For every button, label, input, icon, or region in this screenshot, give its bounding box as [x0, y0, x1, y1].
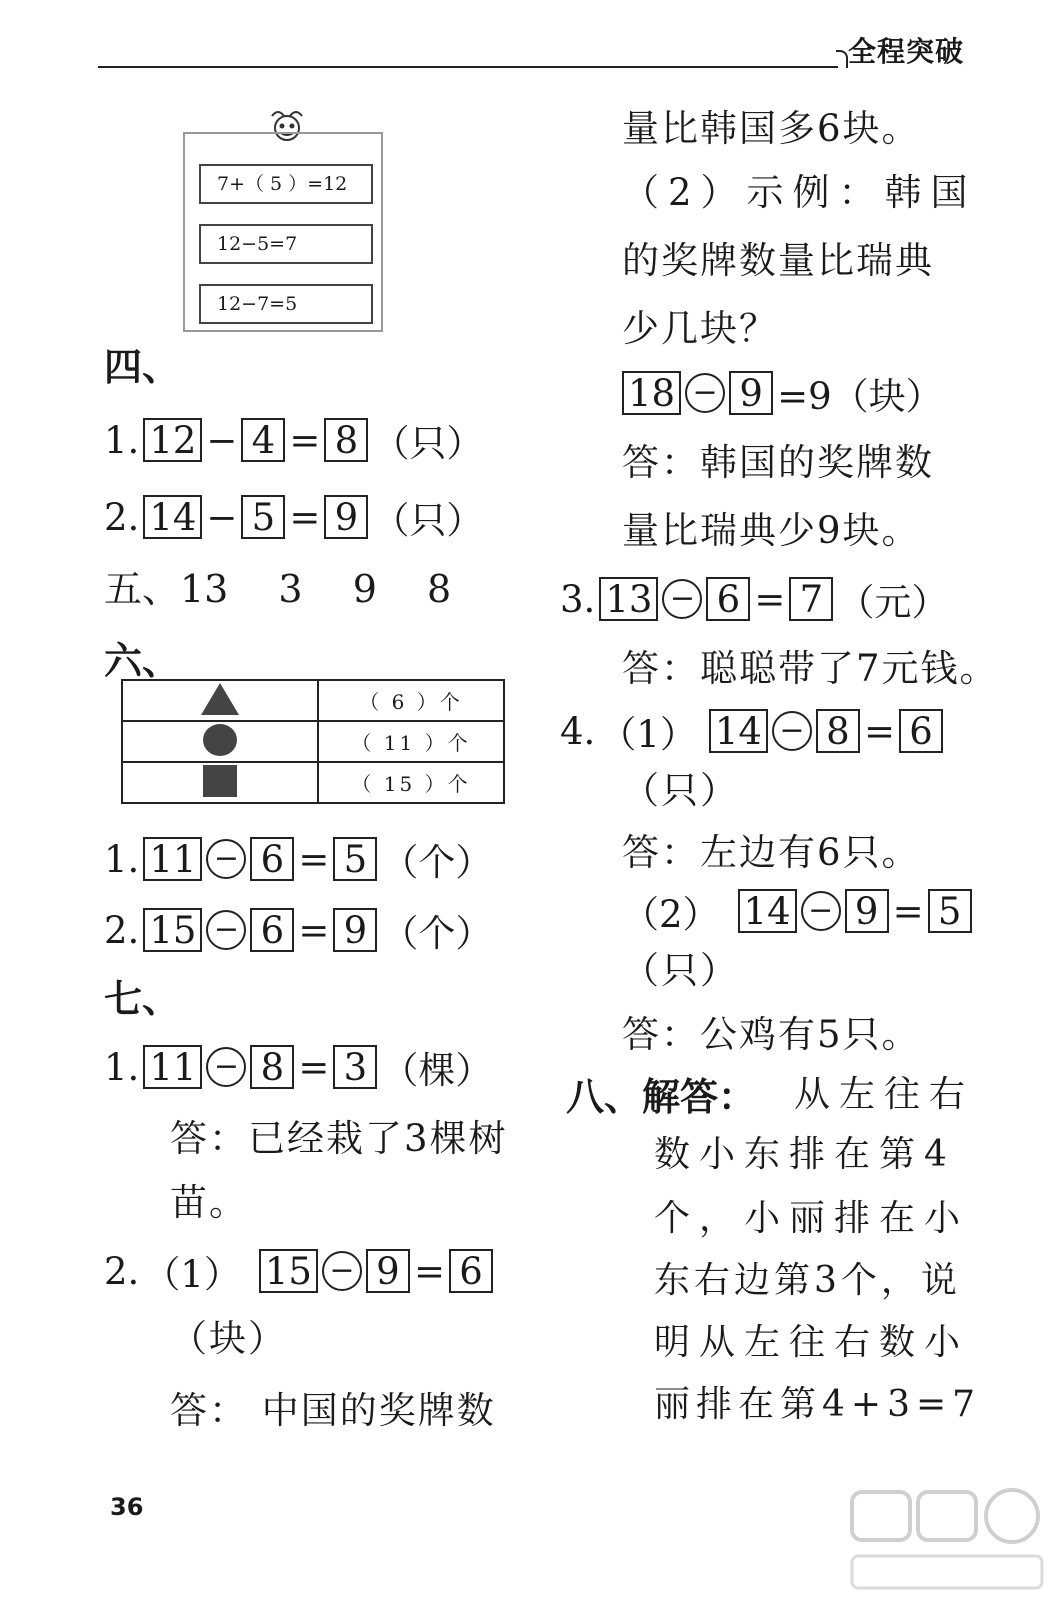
- sec6-q2-equation: [104, 903, 492, 957]
- question-number: 2.: [104, 1249, 140, 1293]
- header-title: 全程突破: [848, 35, 965, 68]
- text-line: 量比韩国多6块。: [622, 107, 921, 150]
- question-number: 3.: [560, 577, 596, 621]
- answer-box: 6: [449, 1249, 493, 1293]
- answer-text: 答：已经栽了3棵树: [170, 1117, 508, 1160]
- sub-part: （2）: [622, 893, 720, 936]
- answer-box: 11: [143, 1045, 202, 1089]
- operator-circle: −: [206, 910, 246, 950]
- equals-sign: =: [863, 709, 895, 753]
- answer-text: 答：韩国的奖牌数: [622, 441, 934, 484]
- equals-sign: =: [892, 889, 924, 933]
- text-line: 明从左往右数小: [654, 1322, 970, 1363]
- right-q4b-equation: [622, 884, 972, 938]
- question-number: 1.: [104, 1045, 140, 1089]
- equals-sign: =: [298, 908, 330, 952]
- answer-box: 14: [143, 495, 202, 539]
- right-eq1: [622, 366, 943, 420]
- section-7-label: 七、: [104, 977, 181, 1021]
- unit: （只）: [372, 422, 484, 465]
- section-5-answers: 五、13 3 9 8: [104, 567, 452, 611]
- answer-text: 苗。: [170, 1181, 248, 1224]
- equals-sign: =: [289, 495, 321, 539]
- table-row: [122, 721, 504, 762]
- square-icon: [203, 765, 237, 797]
- text-line: 东右边第3个，说: [654, 1260, 961, 1301]
- operator-circle: −: [685, 373, 725, 413]
- header-rule: [98, 66, 838, 68]
- answer-box: 12: [143, 418, 202, 462]
- unit: （只）: [622, 769, 739, 812]
- header-rule-hook: [836, 50, 848, 68]
- answer-box: 9: [366, 1249, 410, 1293]
- operator: −: [206, 418, 238, 462]
- equals-sign: =: [298, 837, 330, 881]
- tile-row: 12−5=7: [199, 224, 373, 264]
- operator-circle: −: [206, 1047, 246, 1087]
- answer-box: 8: [250, 1045, 294, 1089]
- right-q4a-equation: [560, 704, 943, 758]
- sec7-q1-equation: [104, 1040, 492, 1094]
- question-number: 2.: [104, 908, 140, 952]
- question-number: 2.: [104, 495, 140, 539]
- sec7-q2-equation: [104, 1244, 493, 1298]
- answer-box: 9: [333, 908, 377, 952]
- unit: （只）: [622, 949, 739, 992]
- operator-circle: −: [662, 579, 702, 619]
- equation-result: =9（块）: [777, 375, 943, 418]
- text-line: 的奖牌数量比瑞典: [622, 239, 934, 282]
- page-number: 36: [110, 1493, 144, 1521]
- operator-circle: −: [322, 1251, 362, 1291]
- unit: （块）: [170, 1317, 287, 1360]
- question-number: 1.: [104, 418, 140, 462]
- answer-box: 5: [333, 837, 377, 881]
- equals-sign: =: [413, 1249, 445, 1293]
- answer-box: 5: [928, 889, 972, 933]
- tile-row: 12−7=5: [199, 284, 373, 324]
- question-number: 1.: [104, 837, 140, 881]
- answer-box: 15: [259, 1249, 318, 1293]
- sub-part: （1）: [599, 713, 697, 756]
- unit: （个）: [381, 841, 493, 884]
- table-row: [122, 762, 504, 803]
- answer-box: 9: [845, 889, 889, 933]
- operator: −: [206, 495, 238, 539]
- answer-box: 18: [622, 371, 681, 415]
- answer-box: 6: [250, 908, 294, 952]
- answer-box: 14: [738, 889, 797, 933]
- answer-box: 11: [143, 837, 202, 881]
- operator-circle: −: [206, 839, 246, 879]
- answer-box: 5: [241, 495, 285, 539]
- answer-text: 答： 中国的奖牌数: [170, 1389, 496, 1432]
- sub-part: （1）: [143, 1253, 241, 1296]
- answer-box: 13: [599, 577, 658, 621]
- text-line: 个，小丽排在小: [654, 1198, 970, 1239]
- question-number: 4.: [560, 709, 596, 753]
- text-line: 数小东排在第4: [654, 1134, 956, 1175]
- answer-text: 答：公鸡有5只。: [622, 1013, 921, 1056]
- answer-box: 9: [324, 495, 368, 539]
- answer-box: 6: [706, 577, 750, 621]
- answer-box: 14: [709, 709, 768, 753]
- triangle-icon: [201, 683, 239, 715]
- text-line: （2）示例：韩国: [622, 171, 977, 214]
- count-cell: （ 6 ）个: [318, 680, 504, 721]
- watermark-logo-icon: [848, 1486, 1048, 1596]
- answer-box: 3: [333, 1045, 377, 1089]
- answer-box: 4: [241, 418, 285, 462]
- right-q3-equation: [560, 572, 948, 626]
- sec6-q1-equation: [104, 832, 492, 886]
- unit: （个）: [381, 912, 493, 955]
- circle-icon: [202, 723, 238, 757]
- answer-text: 量比瑞典少9块。: [622, 509, 921, 552]
- sec4-q2-equation: [104, 490, 483, 544]
- equals-sign: =: [298, 1045, 330, 1089]
- operator-circle: −: [801, 891, 841, 931]
- answer-box: 7: [789, 577, 833, 621]
- equals-sign: =: [289, 418, 321, 462]
- equation-tile: [183, 132, 383, 332]
- shape-count-table: [121, 679, 505, 804]
- text-line: 从左往右: [794, 1074, 975, 1115]
- answer-text: 答：聪聪带了7元钱。: [622, 647, 999, 690]
- text-line: 少几块？: [622, 307, 778, 350]
- operator-circle: −: [772, 711, 812, 751]
- count-cell: （ 15 ）个: [318, 762, 504, 803]
- answer-text: 答：左边有6只。: [622, 831, 921, 874]
- section-6-label: 六、: [104, 639, 181, 683]
- sec4-q1-equation: [104, 413, 483, 467]
- answer-box: 15: [143, 908, 202, 952]
- answer-box: 6: [899, 709, 943, 753]
- table-row: [122, 680, 504, 721]
- answer-box: 8: [324, 418, 368, 462]
- answer-box: 6: [250, 837, 294, 881]
- tile-row: 7+（ 5 ）=12: [199, 164, 373, 204]
- answer-box: 8: [816, 709, 860, 753]
- section-4-label: 四、: [104, 345, 181, 389]
- equals-sign: =: [754, 577, 786, 621]
- section-8-label: 八、解答：: [566, 1075, 757, 1119]
- answer-box: 9: [729, 371, 773, 415]
- text-line: 丽排在第4+3=7: [654, 1384, 982, 1425]
- count-cell: （ 11 ）个: [318, 721, 504, 762]
- unit: （元）: [837, 581, 949, 624]
- unit: （只）: [372, 499, 484, 542]
- unit: （棵）: [381, 1049, 493, 1092]
